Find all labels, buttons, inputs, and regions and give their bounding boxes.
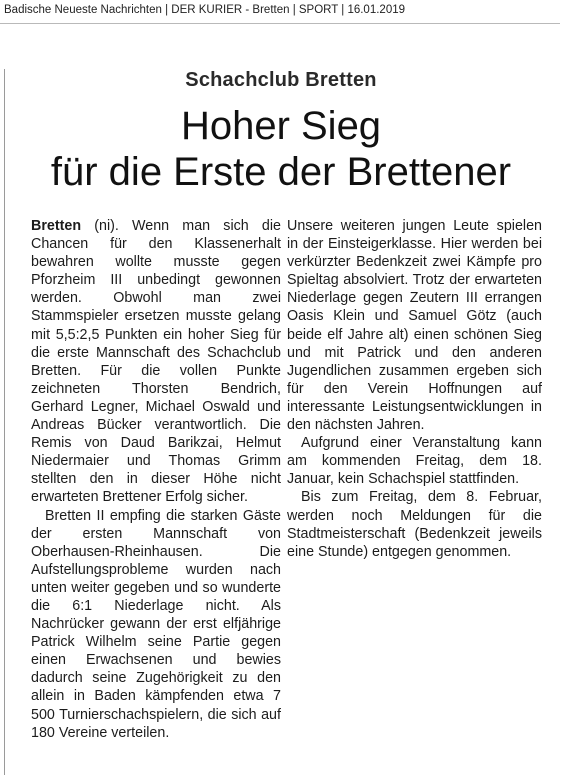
article-column-right bbox=[287, 217, 542, 561]
newspaper-clipping bbox=[4, 69, 558, 775]
paragraph-2: Bretten II empfing die starken Gäste der ersten Mannschaft von Oberhausen-Rheinhausen. Die Aufstellungsprobleme wurden nach unten weiter gegeben und so wunderte die 6:1 Niederlage nicht. Als Nachrücker gewann der erst elfjährige Patrick Wilhelm seine Partie gegen einen Erwachsenen und bewies dadurch seine Zugehörigkeit zu den allein in Baden kämpfenden etwa 7 500 Turnierschachspielern, die sich auf 180 Vereine verteilen. bbox=[31, 507, 281, 741]
paragraph-1-text: (ni). Wenn man sich die Chancen für den Klassenerhalt bewahren wollte musste gegen Pforzheim III unbedingt gewonnen werden. Obwohl man zwei Stammspieler ersetzen musste gelang mit 5,5:2,5 Punkten ein hoher Sieg für die erste Mannschaft des Schachclub Bretten. Für die vollen Punkte zeichneten Thorsten Bendrich, Gerhard Legner, Michael Oswald und Andreas Bücker verantwortlich. Die Remis von Daud Barikzai, Helmut Niedermaier und Thomas Grimm stellten den in dieser Höhe nicht erwarteten Brettener Erfolg sicher. bbox=[31, 218, 281, 506]
article-column-left bbox=[31, 217, 281, 742]
paragraph-5: Bis zum Freitag, dem 8. Februar, werden noch Meldungen für die Stadtmeisterschaft (Bedenkzeit jeweils eine Stunde) entgegen genommen. bbox=[287, 489, 542, 560]
paragraph-4: Aufgrund einer Veranstaltung kann am kommenden Freitag, dem 18. Januar, kein Schachspiel stattfinden. bbox=[287, 435, 542, 488]
article-headline bbox=[4, 103, 558, 195]
dateline: Bretten bbox=[31, 218, 82, 234]
paragraph-1 bbox=[31, 217, 281, 507]
article-kicker: Schachclub Bretten bbox=[185, 69, 377, 91]
headline-line-2: für die Erste der Brettener bbox=[50, 150, 512, 194]
headline-line-1: Hoher Sieg bbox=[180, 104, 382, 148]
source-divider bbox=[0, 23, 560, 24]
paragraph-3: Unsere weiteren jungen Leute spielen in der Einsteigerklasse. Hier werden bei verkürzter Bedenkzeit zwei Kämpfe pro Spieltag absolviert. Trotz der erwarteten Niederlage gegen Zeutern III errangen Oasis Klein und Samuel Götz (auch beide elf Jahre alt) einen schönen Sieg und mit Patrick und den anderen Jugendlichen zusammen ergeben sich für den Verein Hoffnungen auf interessante Leistungsentwicklungen in den nächsten Jahren. bbox=[287, 218, 542, 434]
source-line: Badische Neueste Nachrichten | DER KURIER - Bretten | SPORT | 16.01.2019 bbox=[4, 4, 406, 16]
